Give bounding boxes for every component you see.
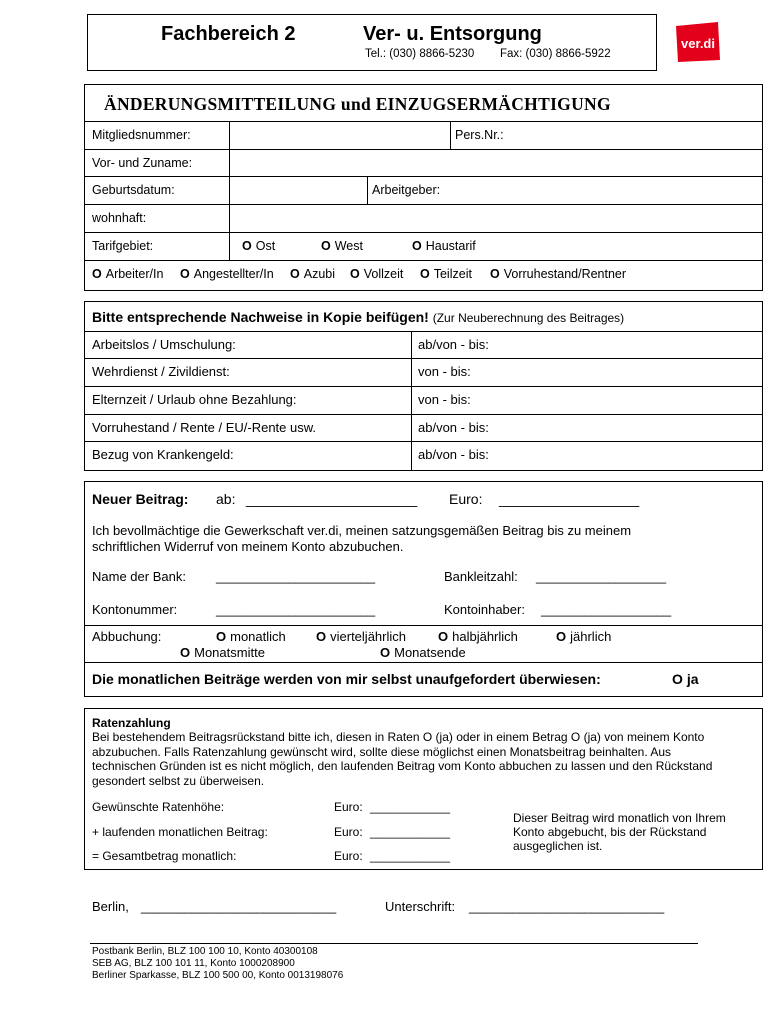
self-payment-statement: Die monatlichen Beiträge werden von mir selbst unaufgefordert überwiesen: (92, 671, 601, 687)
status-option-azubi[interactable]: O Azubi (290, 267, 336, 281)
proof-row-label: Vorruhestand / Rente / EU/-Rente usw. (92, 420, 317, 435)
proof-row-period: ab/von - bis: (418, 420, 489, 435)
installment-total-field[interactable]: ____________ (370, 849, 451, 863)
status-option-vollzeit[interactable]: O Vollzeit (350, 267, 404, 281)
status-option-angestellter[interactable]: O Angestellter/In (180, 267, 274, 281)
svg-text:ver.di: ver.di (681, 36, 715, 51)
from-label: ab: (216, 491, 236, 507)
installment-rate-field[interactable]: ____________ (370, 800, 451, 814)
verdi-logo (674, 20, 722, 64)
tariff-option-ost[interactable]: O Ost (242, 239, 276, 253)
from-date-field[interactable]: ______________________ (246, 491, 418, 507)
fax-number: Fax: (030) 8866-5922 (500, 48, 611, 60)
installment-current-label: + laufenden monatlichen Beitrag: (92, 825, 268, 839)
debit-option-yearly[interactable]: O jährlich (556, 629, 612, 644)
euro-amount-field[interactable]: __________________ (499, 491, 640, 507)
status-option-teilzeit[interactable]: O Teilzeit (420, 267, 472, 281)
form-title: ÄNDERUNGSMITTEILUNG und EINZUGSERMÄCHTIGUNG (104, 94, 611, 114)
tariff-option-west[interactable]: O West (321, 239, 363, 253)
bank-name-label: Name der Bank: (92, 569, 186, 584)
birth-date-field[interactable] (230, 177, 366, 203)
installment-rate-label: Gewünschte Ratenhöhe: (92, 800, 225, 814)
proof-row-period: von - bis: (418, 392, 471, 407)
debit-option-quarterly[interactable]: O vierteljährlich (316, 629, 406, 644)
header-box (87, 14, 657, 71)
proof-heading: Bitte entsprechende Nachweise in Kopie beifügen! (Zur Neuberechnung des Beitrages) (92, 309, 625, 325)
signature-field[interactable]: ___________________________ (469, 899, 665, 914)
debit-option-halfyearly[interactable]: O halbjährlich (438, 629, 518, 644)
proof-row-period: von - bis: (418, 364, 471, 379)
full-name-label: Vor- und Zuname: (92, 156, 193, 170)
account-holder-field[interactable]: __________________ (541, 602, 672, 617)
bank-code-label: Bankleitzahl: (444, 569, 518, 584)
status-option-arbeiter[interactable]: O Arbeiter/In (92, 267, 164, 281)
footer-bank-line: Berliner Sparkasse, BLZ 100 500 00, Konto 0013198076 (92, 970, 344, 981)
proof-row-label: Bezug von Krankengeld: (92, 447, 234, 462)
proof-row-label: Arbeitslos / Umschulung: (92, 337, 236, 352)
full-name-field[interactable] (230, 150, 760, 175)
residence-field[interactable] (230, 205, 760, 231)
installment-euro-label: Euro: (334, 800, 363, 814)
status-option-vorruhestand[interactable]: O Vorruhestand/Rentner (490, 267, 627, 281)
installment-note: Dieser Beitrag wird monatlich von Ihrem Konto abgebucht, bis der Rückstand ausgeglichen ist. (513, 811, 726, 853)
birth-date-label: Geburtsdatum: (92, 183, 175, 197)
footer-divider (90, 943, 698, 944)
residence-label: wohnhaft: (92, 211, 147, 225)
bank-code-field[interactable]: __________________ (536, 569, 667, 584)
footer-bank-line: SEB AG, BLZ 100 101 11, Konto 1000208900 (92, 958, 295, 969)
installment-heading: Ratenzahlung (92, 716, 171, 730)
member-number-label: Mitgliedsnummer: (92, 128, 191, 142)
member-number-field[interactable] (230, 122, 449, 148)
account-number-label: Kontonummer: (92, 602, 178, 617)
signature-place-field[interactable]: ___________________________ (141, 899, 337, 914)
debit-authorization-text: Ich bevollmächtige die Gewerkschaft ver.di, meinen satzungsgemäßen Beitrag bis zu meinem schriftlichen Widerruf von meinem Konto abzubuchen. (92, 523, 632, 554)
account-holder-label: Kontoinhaber: (444, 602, 525, 617)
euro-label: Euro: (449, 491, 483, 507)
tariff-area-label: Tarifgebiet: (92, 239, 154, 253)
timing-option-month-end[interactable]: O Monatsende (380, 645, 466, 660)
area-title: Ver- u. Entsorgung (363, 23, 542, 45)
personnel-number-label: Pers.Nr.: (455, 128, 504, 142)
debit-option-monthly[interactable]: O monatlich (216, 629, 286, 644)
proof-row-period: ab/von - bis: (418, 337, 489, 352)
proof-row-label: Elternzeit / Urlaub ohne Bezahlung: (92, 392, 297, 407)
contribution-section (84, 481, 763, 697)
installment-current-field[interactable]: ____________ (370, 825, 451, 839)
account-number-field[interactable]: ______________________ (216, 602, 376, 617)
debit-label: Abbuchung: (92, 629, 162, 644)
proof-row-period: ab/von - bis: (418, 447, 489, 462)
signature-label: Unterschrift: (385, 899, 456, 914)
installment-euro-label: Euro: (334, 849, 363, 863)
bank-name-field[interactable]: ______________________ (216, 569, 376, 584)
department-title: Fachbereich 2 (161, 23, 296, 45)
self-payment-option-yes[interactable]: O ja (672, 671, 699, 687)
installment-euro-label: Euro: (334, 825, 363, 839)
employer-label: Arbeitgeber: (372, 183, 441, 197)
personnel-number-field[interactable] (520, 122, 760, 148)
proof-row-label: Wehrdienst / Zivildienst: (92, 364, 230, 379)
phone-number: Tel.: (030) 8866-5230 (365, 48, 475, 60)
tariff-option-haustarif[interactable]: O Haustarif (412, 239, 476, 253)
timing-option-mid-month[interactable]: O Monatsmitte (180, 645, 265, 660)
installment-total-label: = Gesamtbetrag monatlich: (92, 849, 237, 863)
installment-text: Bei bestehendem Beitragsrückstand bitte ich, diesen in Raten O (ja) oder in einem Betrag O (ja) von meinem Konto abzubuchen. Falls Ratenzahlung gewünscht wird, sollte diese möglichst einen Monatsbeitrag beinhalten. Aus technischen Gründen ist es nicht möglich, den laufenden Beitrag vom Konto abbuchen zu lassen und den Rückstand gesondert selbst zu überweisen. (92, 730, 713, 788)
employer-field[interactable] (450, 177, 760, 203)
signature-place-label: Berlin, (92, 899, 129, 914)
new-contribution-label: Neuer Beitrag: (92, 491, 189, 507)
footer-bank-line: Postbank Berlin, BLZ 100 100 10, Konto 40300108 (92, 946, 318, 957)
